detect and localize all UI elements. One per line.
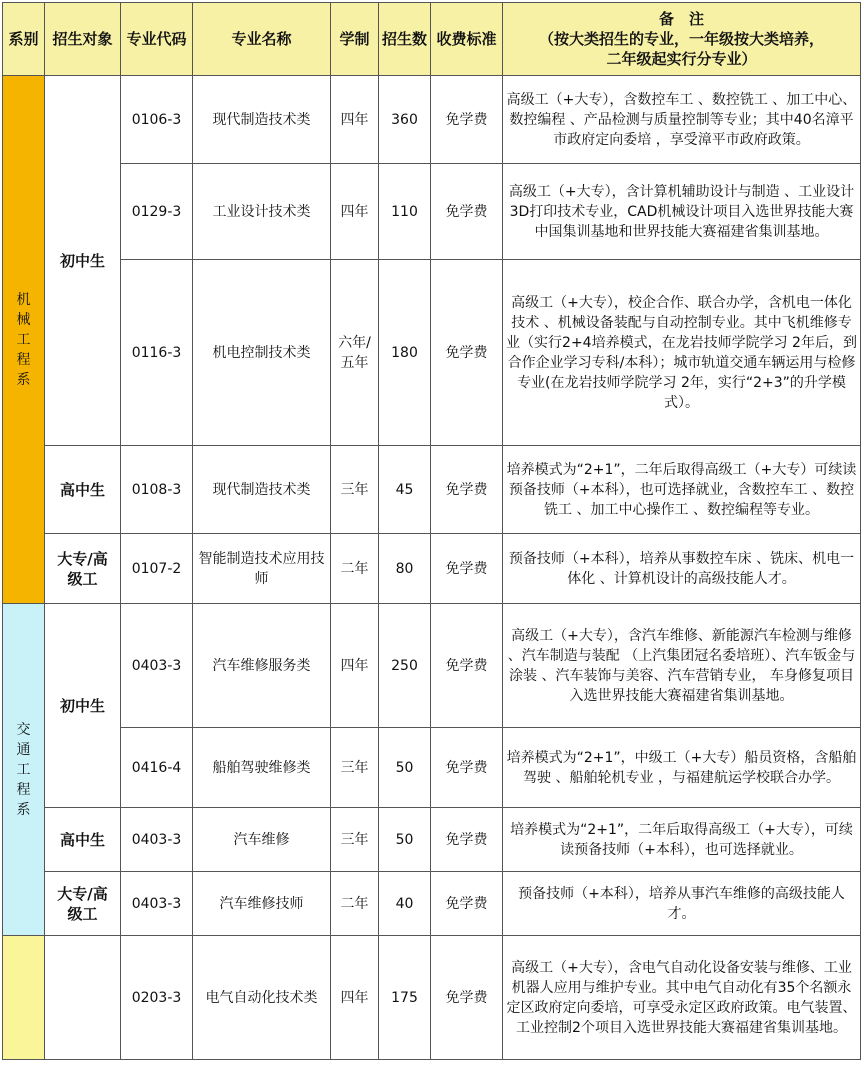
- remark-cell: 高级工（+大专），校企合作、联合办学，含机电一体化技术 、机械设备装配与自动控制专业。其中飞机维修专业（实行2+4培养模式，在龙岩技师学院学习 2年后，到合作企业学习专科/本科）；城市轨道交通车辆运用与检修专业(在龙岩技师学院学习 2年，实行“2+3”的升学模式）。: [503, 260, 861, 446]
- header-quota: 招生数: [379, 3, 431, 76]
- target-cell: [45, 534, 121, 604]
- duration-cell: 四年: [331, 164, 379, 260]
- fee-cell: 免学费: [431, 728, 503, 808]
- quota-cell: 45: [379, 446, 431, 534]
- target-cell: 初中生: [45, 604, 121, 808]
- quota-cell: 50: [379, 808, 431, 872]
- quota-cell: 180: [379, 260, 431, 446]
- duration-cell: 四年: [331, 936, 379, 1060]
- fee-cell: 免学费: [431, 872, 503, 936]
- target-text: 大专/高级工: [57, 549, 108, 588]
- duration-cell: 三年: [331, 446, 379, 534]
- code-cell: 0403-3: [121, 604, 193, 728]
- duration-cell: [331, 260, 379, 446]
- code-cell: 0203-3: [121, 936, 193, 1060]
- remark-cell: 预备技师（+本科），培养从事数控车床 、铣床、机电一体化 、计算机设计的高级技能人才。: [503, 534, 861, 604]
- table-row: [3, 76, 861, 164]
- target-cell: 高中生: [45, 808, 121, 872]
- dept-label-mech: 机械工程系: [16, 291, 31, 388]
- quota-cell: 360: [379, 76, 431, 164]
- fee-cell: 免学费: [431, 260, 503, 446]
- header-remark: [503, 3, 861, 76]
- header-remark-line1: （按大类招生的专业，一年级按大类培养，: [538, 30, 824, 48]
- target-cell: [45, 936, 121, 1060]
- code-cell: 0403-3: [121, 808, 193, 872]
- target-cell: 高中生: [45, 446, 121, 534]
- quota-cell: 80: [379, 534, 431, 604]
- table-row: [3, 936, 861, 1060]
- table-row: [3, 604, 861, 728]
- fee-cell: 免学费: [431, 534, 503, 604]
- fee-cell: 免学费: [431, 446, 503, 534]
- table-row: [3, 260, 861, 446]
- dept-cell-mech: [3, 76, 45, 604]
- duration-cell: 二年: [331, 872, 379, 936]
- duration-text: 六年/五年: [338, 334, 371, 371]
- fee-cell: 免学费: [431, 936, 503, 1060]
- fee-cell: 免学费: [431, 164, 503, 260]
- quota-cell: 110: [379, 164, 431, 260]
- quota-cell: 50: [379, 728, 431, 808]
- table-row: [3, 534, 861, 604]
- fee-cell: 免学费: [431, 808, 503, 872]
- fee-cell: 免学费: [431, 76, 503, 164]
- remark-cell: 高级工（+大专），含电气自动化设备安装与维修、工业机器人应用与维护专业。其中电气自动化有35个名额永定区政府定向委培，可享受永定区政府政策。电气装置、工业控制2个项目入选世界技能大赛福建省集训基地。: [503, 936, 861, 1060]
- remark-cell: 培养模式为“2+1”，二年后取得高级工（+大专）可续读预备技师（+本科），也可选择就业，含数控车工 、数控铣工 、加工中心操作工 、数控编程等专业。: [503, 446, 861, 534]
- dept-label-traffic: 交通工程系: [16, 721, 31, 818]
- header-row: [3, 3, 861, 76]
- remark-cell: 培养模式为“2+1”，二年后取得高级工（+大专），可续读预备技师（+本科），也可选择就业。: [503, 808, 861, 872]
- header-code: 专业代码: [121, 3, 193, 76]
- name-cell: 工业设计技术类: [193, 164, 331, 260]
- name-cell: 电气自动化技术类: [193, 936, 331, 1060]
- remark-cell: 高级工（+大专），含数控车工 、数控铣工 、加工中心、数控编程 、产品检测与质量控制等专业；其中40名漳平市政府定向委培 ，享受漳平市政府政策。: [503, 76, 861, 164]
- name-cell: 汽车维修: [193, 808, 331, 872]
- table-row: [3, 446, 861, 534]
- duration-cell: 三年: [331, 808, 379, 872]
- table-row: [3, 872, 861, 936]
- name-cell: 现代制造技术类: [193, 446, 331, 534]
- code-cell: 0107-2: [121, 534, 193, 604]
- dept-cell-electric: [3, 936, 45, 1060]
- table-row: [3, 728, 861, 808]
- header-name: 专业名称: [193, 3, 331, 76]
- header-target: 招生对象: [45, 3, 121, 76]
- name-cell: 现代制造技术类: [193, 76, 331, 164]
- duration-cell: 四年: [331, 76, 379, 164]
- target-cell: 初中生: [45, 76, 121, 446]
- header-remark-title: 备 注: [658, 10, 704, 28]
- enrollment-table: [2, 2, 861, 1060]
- header-remark-line2: 二年级起实行分专业）: [606, 50, 757, 68]
- header-duration: 学制: [331, 3, 379, 76]
- code-cell: 0116-3: [121, 260, 193, 446]
- name-cell: 汽车维修服务类: [193, 604, 331, 728]
- header-fee: 收费标准: [431, 3, 503, 76]
- remark-cell: 预备技师（+本科），培养从事汽车维修的高级技能人才。: [503, 872, 861, 936]
- code-cell: 0108-3: [121, 446, 193, 534]
- remark-cell: 高级工（+大专），含汽车维修、新能源汽车检测与维修 、汽车制造与装配 （上汽集团冠名委培班）、汽车钣金与涂装 、汽车装饰与美容、汽车营销专业， 车身修复项目入选世界技能大赛福建省集训基地。: [503, 604, 861, 728]
- header-dept: 系别: [3, 3, 45, 76]
- code-cell: 0416-4: [121, 728, 193, 808]
- code-cell: 0129-3: [121, 164, 193, 260]
- name-cell: 汽车维修技师: [193, 872, 331, 936]
- name-cell: 机电控制技术类: [193, 260, 331, 446]
- name-cell: 智能制造技术应用技师: [193, 534, 331, 604]
- table-row: [3, 808, 861, 872]
- dept-cell-traffic: [3, 604, 45, 936]
- remark-cell: 高级工（+大专），含计算机辅助设计与制造 、工业设计3D打印技术专业，CAD机械设计项目入选世界技能大赛中国集训基地和世界技能大赛福建省集训基地。: [503, 164, 861, 260]
- code-cell: 0403-3: [121, 872, 193, 936]
- target-cell: [45, 872, 121, 936]
- code-cell: 0106-3: [121, 76, 193, 164]
- duration-cell: 四年: [331, 604, 379, 728]
- name-cell: 船舶驾驶维修类: [193, 728, 331, 808]
- table-row: [3, 164, 861, 260]
- quota-cell: 250: [379, 604, 431, 728]
- duration-cell: 三年: [331, 728, 379, 808]
- remark-cell: 培养模式为“2+1”，中级工（+大专）船员资格，含船舶驾驶 、船舶轮机专业 ，与福建航运学校联合办学。: [503, 728, 861, 808]
- duration-cell: 二年: [331, 534, 379, 604]
- quota-cell: 175: [379, 936, 431, 1060]
- quota-cell: 40: [379, 872, 431, 936]
- fee-cell: 免学费: [431, 604, 503, 728]
- target-text: 大专/高级工: [57, 884, 108, 923]
